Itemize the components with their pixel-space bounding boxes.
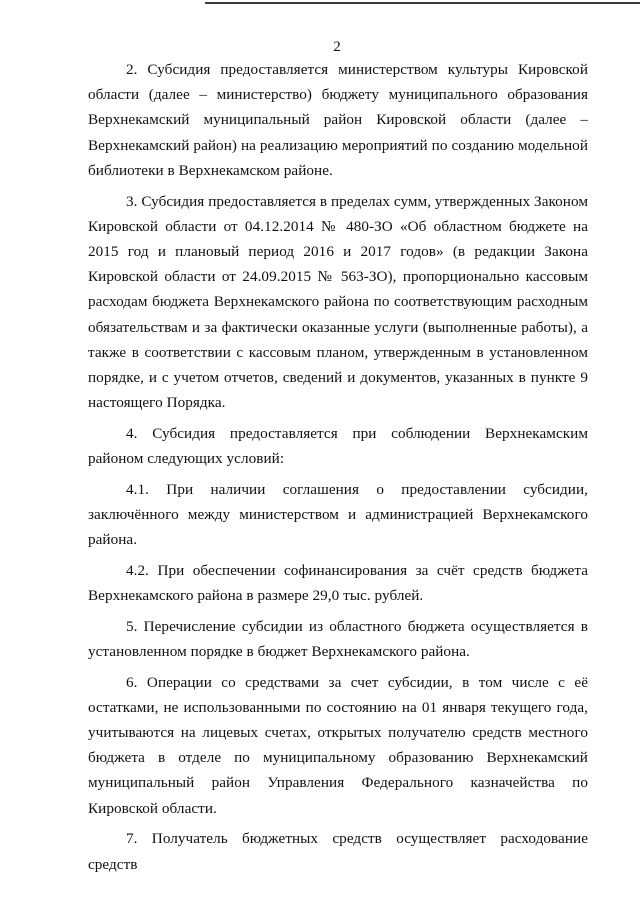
- paragraph-6: 6. Операции со средствами за счет субсидии, в том числе с её остатками, не использованными по состоянию на 01 января текущего года, учитываются на лицевых счетах, открытых получателю средств местного бюджета в отделе по муниципальному образованию Верхнекамский муниципальный район Управления Федерального казначейства по Кировской области.: [88, 673, 588, 817]
- paragraph-7: 7. Получатель бюджетных средств осуществляет расходование средств: [88, 830, 588, 873]
- document-body: [88, 57, 588, 882]
- page-number: 2: [333, 39, 341, 55]
- paragraph-2: 2. Субсидия предоставляется министерством культуры Кировской области (далее – министерство) бюджету муниципального образования Верхнекамский муниципальный район Кировской области (далее – Верхнекамский район) на реализацию мероприятий по созданию модельной библиотеки в Верхнекамском районе.: [88, 61, 588, 179]
- paragraph-5: 5. Перечисление субсидии из областного бюджета осуществляется в установленном порядке в бюджет Верхнекамского района.: [88, 617, 588, 660]
- paragraph-4-1: 4.1. При наличии соглашения о предоставлении субсидии, заключённого между министерством и администрацией Верхнекамского района.: [88, 480, 588, 549]
- paragraph-4-2: 4.2. При обеспечении софинансирования за счёт средств бюджета Верхнекамского района в размере 29,0 тыс. рублей.: [88, 561, 588, 605]
- top-edge-line: [205, 2, 640, 4]
- paragraph-4: 4. Субсидия предоставляется при соблюдении Верхнекамским районом следующих условий:: [88, 424, 588, 468]
- paragraph-3: 3. Субсидия предоставляется в пределах сумм, утвержденных Законом Кировской области от 04.12.2014 № 480-ЗО «Об областном бюджете на 2015 год и плановый период 2016 и 2017 годов» (в редакции Закона Кировской области от 24.09.2015 № 563-ЗО), пропорционально кассовым расходам бюджета Верхнекамского района по соответствующим расходным обязательствам и за фактически оказанные услуги (выполненные работы), а также в соответствии с кассовым планом, утвержденным в установленном порядке, и с учетом отчетов, сведений и документов, указанных в пункте 9 настоящего Порядка.: [88, 192, 588, 412]
